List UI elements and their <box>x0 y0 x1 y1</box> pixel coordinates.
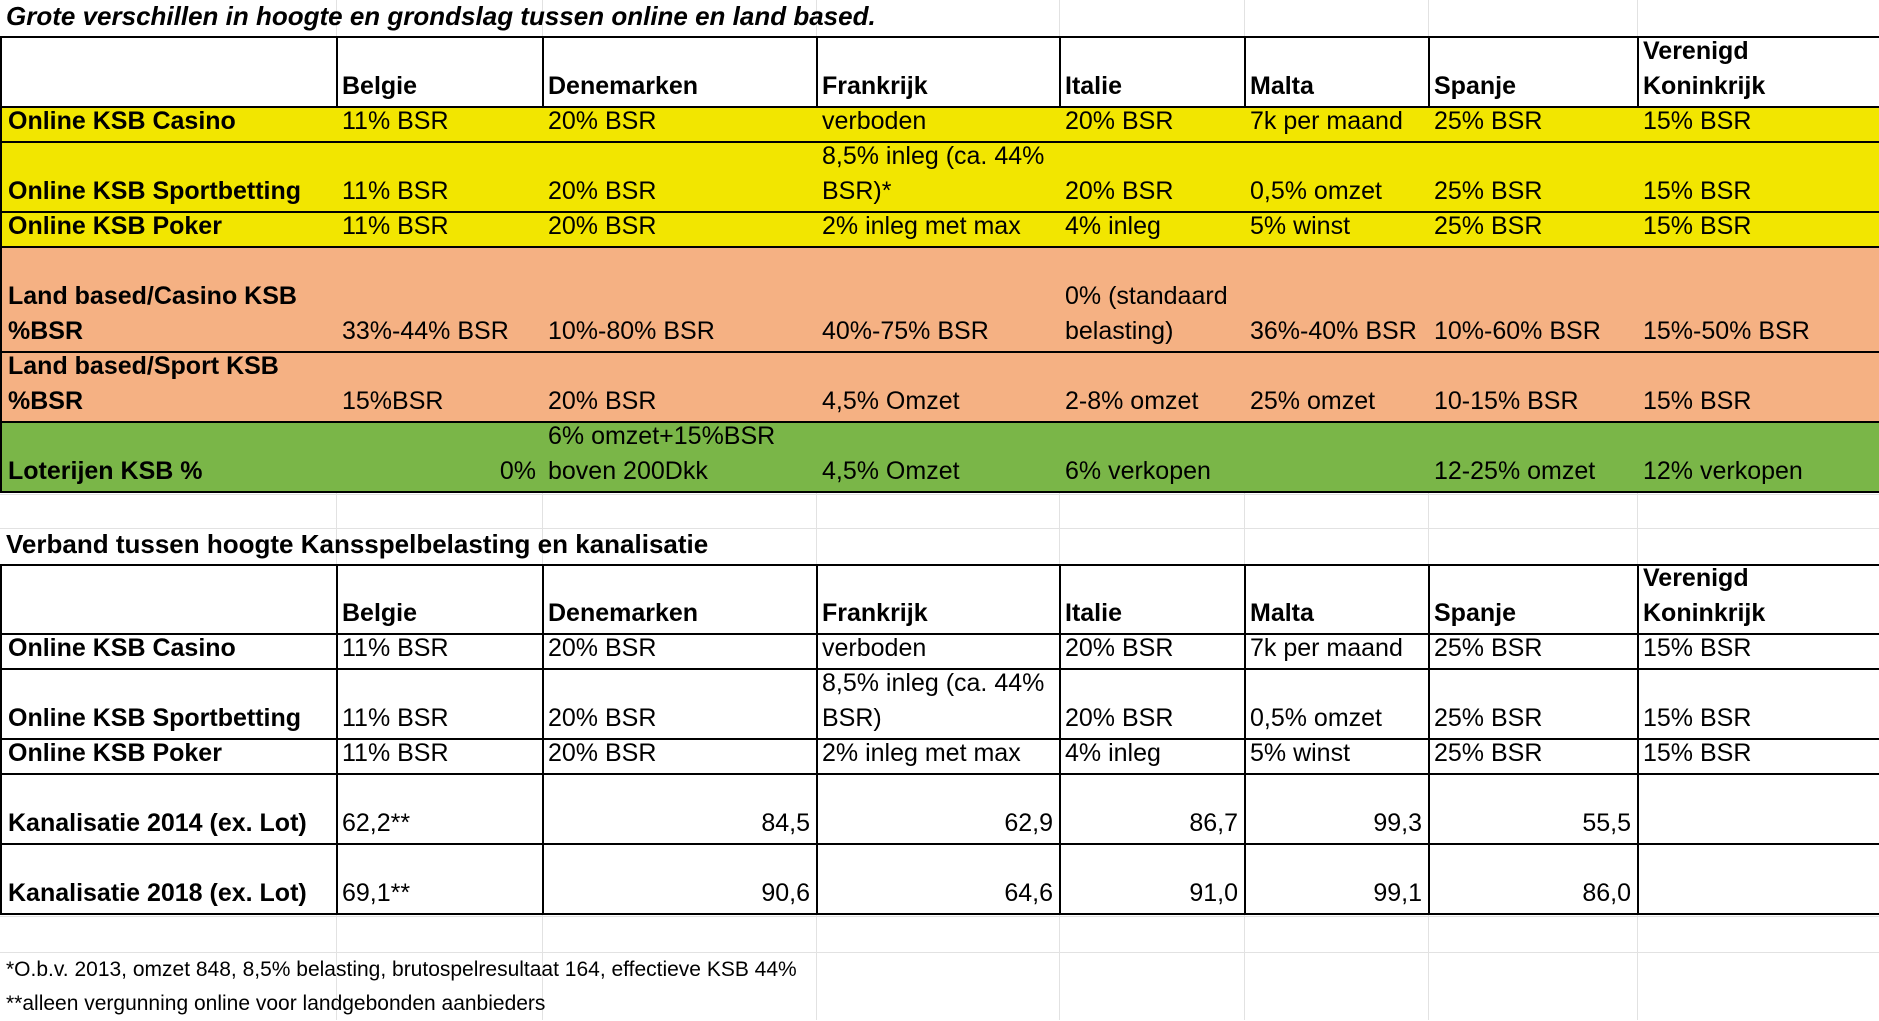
table1-cell: 4,5% Omzet <box>816 423 1061 493</box>
table2-title: Verband tussen hoogte Kansspelbelasting en kanalisatie <box>6 529 709 559</box>
table1-cell: 20% BSR <box>542 108 818 143</box>
table1-header-corner <box>0 36 338 108</box>
table2-cell: 99,1 <box>1244 845 1430 915</box>
table1-row-label: Land based/Sport KSB %BSR <box>0 353 338 423</box>
table1-cell: 20% BSR <box>1059 143 1246 213</box>
table1-cell: 25% omzet <box>1244 353 1430 423</box>
table1-cell: 15% BSR <box>1637 353 1879 423</box>
table1-row-label: Online KSB Poker <box>0 213 338 248</box>
table1-cell: 15% BSR <box>1637 143 1879 213</box>
table1-cell: 15%BSR <box>336 353 544 423</box>
table2-cell: 86,7 <box>1059 775 1246 845</box>
gridline <box>0 916 1879 917</box>
table2-cell: 20% BSR <box>1059 670 1246 740</box>
table1-row <box>0 353 1879 423</box>
table2-cell: 8,5% inleg (ca. 44% BSR) <box>816 670 1061 740</box>
table1-cell: 25% BSR <box>1428 108 1639 143</box>
table2-cell: 91,0 <box>1059 845 1246 915</box>
table2-row <box>0 775 1879 845</box>
table1-cell: 11% BSR <box>336 108 544 143</box>
table2-cell: 25% BSR <box>1428 670 1639 740</box>
table2-cell: 11% BSR <box>336 670 544 740</box>
table1-cell: 20% BSR <box>542 143 818 213</box>
table2-cell: 11% BSR <box>336 635 544 670</box>
table2-cell: 84,5 <box>542 775 818 845</box>
table1-cell: 10%-60% BSR <box>1428 248 1639 353</box>
table1-cell: 12-25% omzet <box>1428 423 1639 493</box>
table1-cell: 15%-50% BSR <box>1637 248 1879 353</box>
table2-cell: 69,1** <box>336 845 544 915</box>
table2-row <box>0 740 1879 775</box>
table2-cell: 62,9 <box>816 775 1061 845</box>
table1-header-country: Malta <box>1244 36 1430 108</box>
table1-header-country: Italie <box>1059 36 1246 108</box>
table2-cell: 20% BSR <box>542 740 818 775</box>
table1-row <box>0 143 1879 213</box>
table1-row-label: Loterijen KSB % <box>0 423 338 493</box>
table1-cell: 40%-75% BSR <box>816 248 1061 353</box>
table1-cell: 11% BSR <box>336 143 544 213</box>
table1-row-label: Online KSB Casino <box>0 108 338 143</box>
table2-cell <box>1637 845 1879 915</box>
table1-cell: 6% verkopen <box>1059 423 1246 493</box>
table2-row <box>0 635 1879 670</box>
table2-header-row <box>0 564 1879 635</box>
table1-header-country: Denemarken <box>542 36 818 108</box>
table2-cell: 15% BSR <box>1637 670 1879 740</box>
table2-cell: verboden <box>816 635 1061 670</box>
table1-cell: 36%-40% BSR <box>1244 248 1430 353</box>
table2-cell: 7k per maand <box>1244 635 1430 670</box>
table1-row <box>0 423 1879 493</box>
table2-header-country: Verenigd Koninkrijk <box>1637 564 1879 635</box>
table2-cell: 20% BSR <box>542 670 818 740</box>
table1-cell: verboden <box>816 108 1061 143</box>
table1-cell: 25% BSR <box>1428 213 1639 248</box>
table2-cell: 4% inleg <box>1059 740 1246 775</box>
table2-cell: 20% BSR <box>542 635 818 670</box>
table1-title-row <box>0 0 1879 36</box>
table1-cell: 10-15% BSR <box>1428 353 1639 423</box>
table1-cell <box>1244 423 1430 493</box>
table2-cell: 64,6 <box>816 845 1061 915</box>
table1-header-country: Belgie <box>336 36 544 108</box>
table1-cell: 0% (standaard belasting) <box>1059 248 1246 353</box>
table1-row <box>0 248 1879 353</box>
table2-header-corner <box>0 564 338 635</box>
table1-cell: 0% <box>336 423 544 493</box>
table1-cell: 12% verkopen <box>1637 423 1879 493</box>
table2-cell: 55,5 <box>1428 775 1639 845</box>
table2-row-label: Online KSB Casino <box>0 635 338 670</box>
table2-row-label: Kanalisatie 2018 (ex. Lot) <box>0 845 338 915</box>
table2-cell: 62,2** <box>336 775 544 845</box>
table1-header-row <box>0 36 1879 108</box>
footnote: *O.b.v. 2013, omzet 848, 8,5% belasting, brutospelresultaat 164, effectieve KSB 44% <box>6 958 797 981</box>
table2-cell: 15% BSR <box>1637 740 1879 775</box>
table2-cell: 90,6 <box>542 845 818 915</box>
table2-cell: 11% BSR <box>336 740 544 775</box>
table1-cell: 20% BSR <box>542 213 818 248</box>
table2-cell <box>1637 775 1879 845</box>
table2-row-label: Online KSB Poker <box>0 740 338 775</box>
table1-cell: 10%-80% BSR <box>542 248 818 353</box>
table1-header-country: Spanje <box>1428 36 1639 108</box>
table2-row <box>0 670 1879 740</box>
table1-row-label: Online KSB Sportbetting <box>0 143 338 213</box>
table1-cell: 15% BSR <box>1637 213 1879 248</box>
table1-cell: 11% BSR <box>336 213 544 248</box>
table1-cell: 33%-44% BSR <box>336 248 544 353</box>
table2-cell: 5% winst <box>1244 740 1430 775</box>
table1-cell: 7k per maand <box>1244 108 1430 143</box>
table1-header-country: Verenigd Koninkrijk <box>1637 36 1879 108</box>
table1-cell: 2-8% omzet <box>1059 353 1246 423</box>
table1-row <box>0 213 1879 248</box>
table2-header-country: Frankrijk <box>816 564 1061 635</box>
table2-cell: 25% BSR <box>1428 740 1639 775</box>
table2-cell: 20% BSR <box>1059 635 1246 670</box>
table2-cell: 86,0 <box>1428 845 1639 915</box>
table2-header-country: Malta <box>1244 564 1430 635</box>
table2-row-label: Online KSB Sportbetting <box>0 670 338 740</box>
table2-cell: 2% inleg met max <box>816 740 1061 775</box>
table2-cell: 15% BSR <box>1637 635 1879 670</box>
table1-row <box>0 108 1879 143</box>
table1-cell: 0,5% omzet <box>1244 143 1430 213</box>
table2-cell: 99,3 <box>1244 775 1430 845</box>
table1-cell: 4% inleg <box>1059 213 1246 248</box>
table1-cell: 20% BSR <box>1059 108 1246 143</box>
table1-header-country: Frankrijk <box>816 36 1061 108</box>
table2-cell: 0,5% omzet <box>1244 670 1430 740</box>
table2-cell: 25% BSR <box>1428 635 1639 670</box>
table1-cell: 4,5% Omzet <box>816 353 1061 423</box>
table2-header-country: Belgie <box>336 564 544 635</box>
table1-cell: 15% BSR <box>1637 108 1879 143</box>
table1-title: Grote verschillen in hoogte en grondslag tussen online en land based. <box>6 1 876 31</box>
table2-title-row <box>0 528 1879 564</box>
table2-header-country: Denemarken <box>542 564 818 635</box>
table1-cell: 8,5% inleg (ca. 44% BSR)* <box>816 143 1061 213</box>
gridline <box>0 494 1879 495</box>
footnote: **alleen vergunning online voor landgebonden aanbieders <box>6 992 546 1015</box>
table2-row <box>0 845 1879 915</box>
table1-cell: 6% omzet+15%BSR boven 200Dkk <box>542 423 818 493</box>
table1-row-label: Land based/Casino KSB %BSR <box>0 248 338 353</box>
table1-cell: 5% winst <box>1244 213 1430 248</box>
table1-cell: 2% inleg met max <box>816 213 1061 248</box>
table2-row-label: Kanalisatie 2014 (ex. Lot) <box>0 775 338 845</box>
table2-header-country: Italie <box>1059 564 1246 635</box>
table1-cell: 20% BSR <box>542 353 818 423</box>
table2-header-country: Spanje <box>1428 564 1639 635</box>
table1-cell: 25% BSR <box>1428 143 1639 213</box>
